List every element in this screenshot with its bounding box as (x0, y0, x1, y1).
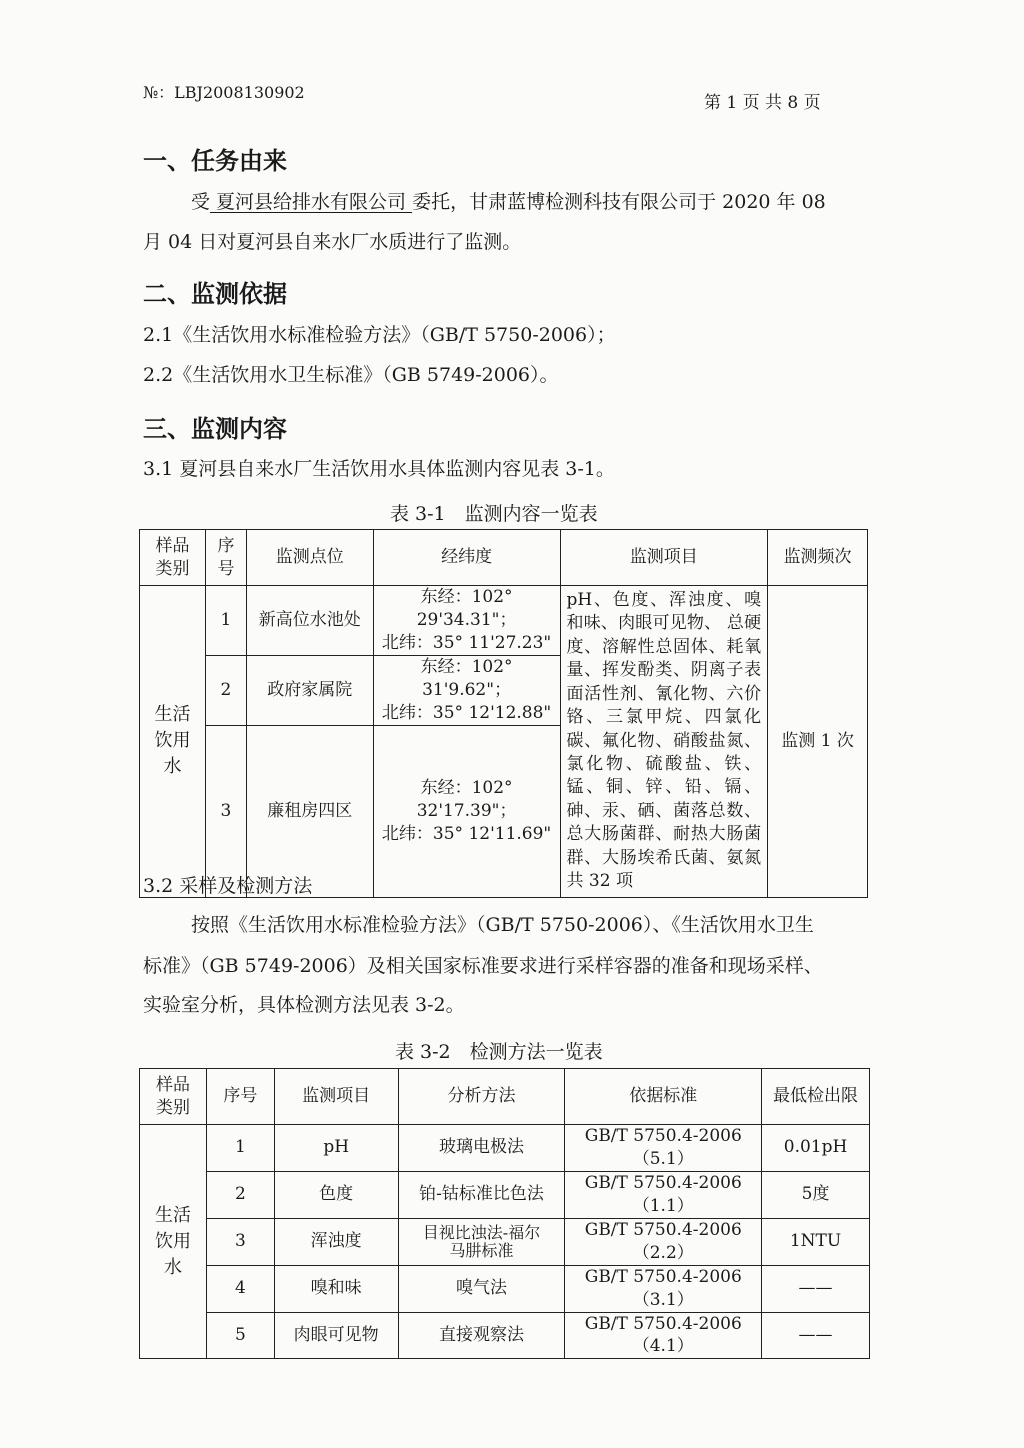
table1-header-coords: 经纬度 (373, 530, 560, 586)
table2-header-category: 样品类别 (140, 1069, 207, 1125)
table1-row2-coords (373, 655, 560, 725)
table2-caption: 表 3-2 检测方法一览表 (395, 1041, 603, 1063)
table2-row5-standard: GB/T 5750.4-2006（4.1） (565, 1312, 762, 1359)
table2-row4-method: 嗅气法 (398, 1265, 565, 1312)
section-heading-1: 一、任务由来 (143, 146, 287, 175)
task-prefix: 受 (191, 191, 211, 213)
basis-item-2: 2.2《生活饮用水卫生标准》（GB 5749-2006）。 (143, 364, 559, 386)
paragraph-3-1: 3.1 夏河县自来水厂生活饮用水具体监测内容见表 3-1。 (143, 458, 615, 480)
paragraph-3-2-line1: 按照《生活饮用水标准检验方法》（GB/T 5750-2006）、《生活饮用水卫生 (191, 914, 814, 936)
client-name: 夏河县给排水有限公司 (210, 191, 413, 213)
paragraph-task-line1 (191, 193, 826, 212)
table1-row1-no: 1 (205, 586, 246, 656)
table2-header-no: 序号 (206, 1069, 274, 1125)
table1-header-no: 序号 (205, 530, 246, 586)
table1-header-items: 监测项目 (560, 530, 768, 586)
basis-item-1: 2.1《生活饮用水标准检验方法》（GB/T 5750-2006）； (143, 324, 616, 346)
table1-row2-no: 2 (205, 655, 246, 725)
table2-row2-item: 色度 (274, 1171, 398, 1218)
table1-row3-lat: 北纬：35° 12'11.69" (381, 823, 552, 844)
table1-frequency-cell: 监测 1 次 (768, 586, 868, 898)
table1-header-row (140, 530, 868, 586)
subsection-3-2-title: 3.2 采样及检测方法 (143, 875, 313, 897)
table-row (140, 1218, 870, 1265)
table2-row4-standard: GB/T 5750.4-2006（3.1） (565, 1265, 762, 1312)
table2-header-item: 监测项目 (274, 1069, 398, 1125)
table2-row3-standard: GB/T 5750.4-2006（2.2） (565, 1218, 762, 1265)
table1-row1-lat: 北纬：35° 11'27.23" (381, 632, 552, 653)
table1-row3-lon: 东经：102° 32'17.39"； (416, 777, 517, 821)
paragraph-3-2-line3: 实验室分析，具体检测方法见表 3-2。 (143, 994, 465, 1016)
table2-header-standard: 依据标准 (565, 1069, 762, 1125)
table2-row3-no: 3 (206, 1218, 274, 1265)
table1-row3-coords (373, 725, 560, 897)
page-number: 第 1 页 共 8 页 (704, 93, 821, 113)
table2-category-cell: 生活饮用水 (140, 1125, 207, 1359)
table2-row5-method: 直接观察法 (398, 1312, 565, 1359)
table1-items-cell: pH、色度、浑浊度、嗅和味、肉眼可见物、 总硬度、溶解性总固体、耗氧量、挥发酚类、阴离子表面活性剂、氰化物、六价铬、三氯甲烷、四氯化碳、氟化物、硝酸盐氮、氯化物、硫酸盐、铁、锰、铜、锌、铅、镉、砷、汞、硒、菌落总数、总大肠菌群、耐热大肠菌群、大肠埃希氏菌、氨氮共 32 项 (560, 586, 768, 898)
table2-row2-standard: GB/T 5750.4-2006（1.1） (565, 1171, 762, 1218)
table2-header-row (140, 1069, 870, 1125)
table2-row4-limit: —— (762, 1265, 870, 1312)
table2-row1-item: pH (274, 1125, 398, 1172)
table2-row1-no: 1 (206, 1125, 274, 1172)
table2-row1-standard: GB/T 5750.4-2006（5.1） (565, 1125, 762, 1172)
report-number: №：LBJ2008130902 (143, 83, 305, 102)
table1-row3-no: 3 (205, 725, 246, 897)
table2-row5-no: 5 (206, 1312, 274, 1359)
table2-row5-limit: —— (762, 1312, 870, 1359)
table2-row3-item: 浑浊度 (274, 1218, 398, 1265)
table1-caption: 表 3-1 监测内容一览表 (390, 503, 598, 525)
paragraph-task-line2: 月 04 日对夏河县自来水厂水质进行了监测。 (143, 231, 522, 253)
table-row (140, 1125, 870, 1172)
table1-category-cell: 生活饮用水 (140, 586, 206, 898)
table2-header-method: 分析方法 (398, 1069, 565, 1125)
table2-row2-no: 2 (206, 1171, 274, 1218)
table1-row3-site: 廉租房四区 (246, 725, 373, 897)
table2-row2-limit: 5度 (762, 1171, 870, 1218)
table2-row3-limit: 1NTU (762, 1218, 870, 1265)
table2-header-limit: 最低检出限 (762, 1069, 870, 1125)
table-row (140, 1312, 870, 1359)
detection-method-table (139, 1068, 870, 1359)
table2-row1-limit: 0.01pH (762, 1125, 870, 1172)
table1-row2-site: 政府家属院 (246, 655, 373, 725)
table2-row2-method: 铂-钴标准比色法 (398, 1171, 565, 1218)
table2-row4-item: 嗅和味 (274, 1265, 398, 1312)
section-heading-3: 三、监测内容 (143, 414, 287, 443)
table1-row2-lon: 东经：102° 31'9.62"； (420, 656, 513, 700)
table1-row1-site: 新高位水池处 (246, 586, 373, 656)
table2-row3-method: 目视比浊法-福尔马肼标准 (398, 1218, 565, 1265)
table1-row2-lat: 北纬：35° 12'12.88" (381, 702, 552, 723)
monitoring-content-table (139, 529, 868, 898)
table1-header-category: 样品类别 (140, 530, 206, 586)
table1-row1-lon: 东经：102° 29'34.31"； (416, 587, 517, 630)
table-row (140, 1171, 870, 1218)
table1-header-frequency: 监测频次 (768, 530, 868, 586)
table1-row1-coords (373, 586, 560, 656)
section-heading-2: 二、监测依据 (143, 279, 287, 308)
table2-row4-no: 4 (206, 1265, 274, 1312)
paragraph-3-2-line2: 标准》（GB 5749-2006）及相关国家标准要求进行采样容器的准备和现场采样、 (143, 955, 823, 977)
table2-row1-method: 玻璃电极法 (398, 1125, 565, 1172)
table1-header-site: 监测点位 (246, 530, 373, 586)
task-suffix: 委托，甘肃蓝博检测科技有限公司于 2020 年 08 (412, 191, 826, 213)
table-row (140, 586, 868, 656)
table2-row5-item: 肉眼可见物 (274, 1312, 398, 1359)
table-row (140, 1265, 870, 1312)
